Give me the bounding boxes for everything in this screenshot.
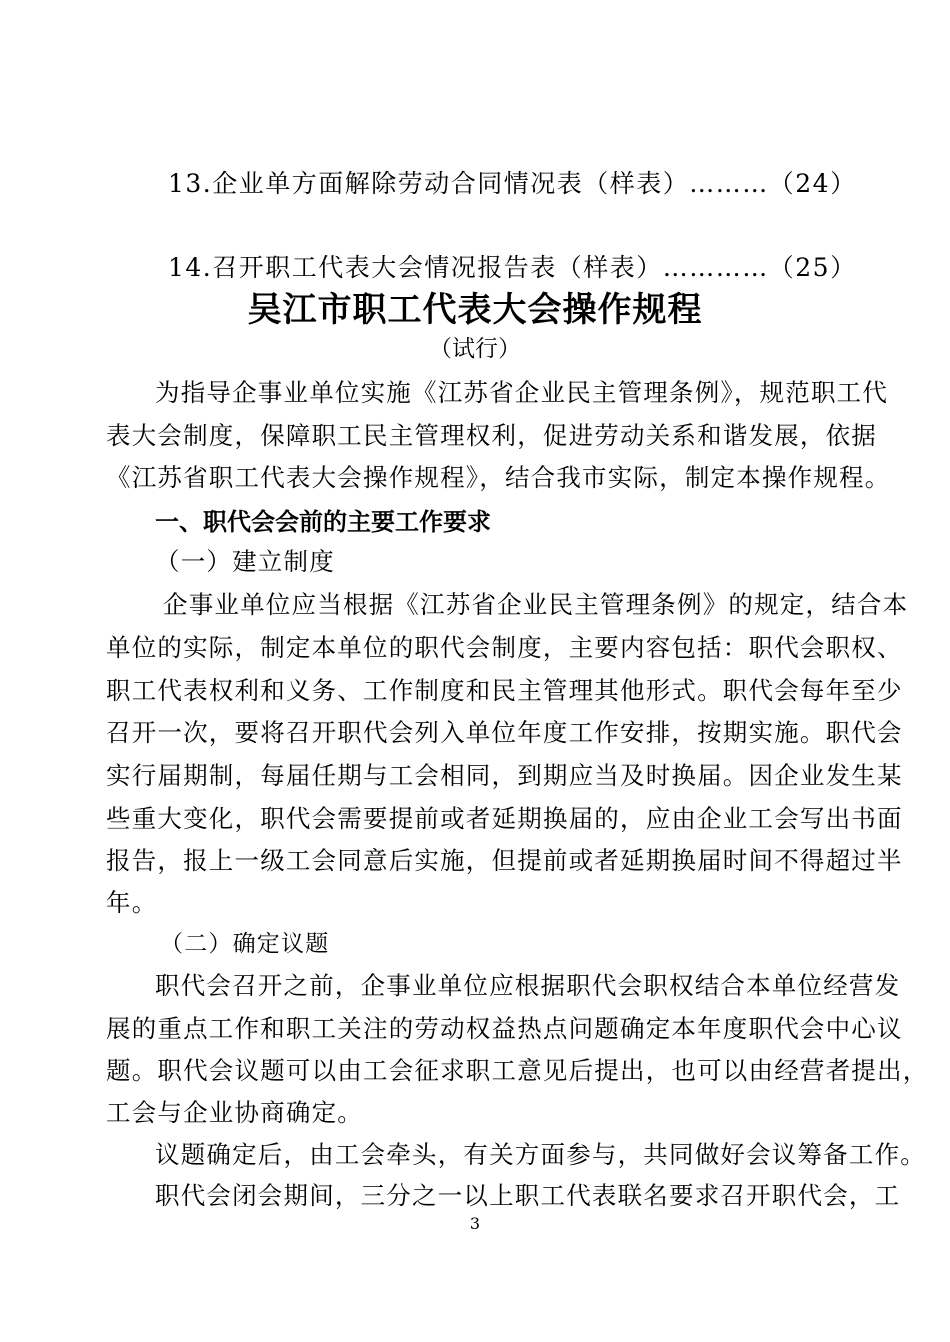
intro-line: 《江苏省职工代表大会操作规程》，结合我市实际，制定本操作规程。 xyxy=(106,463,891,492)
paragraph-line: 些重大变化，职代会需要提前或者延期换届的，应由企业工会写出书面 xyxy=(106,804,903,833)
paragraph-line: 企事业单位应当根据《江苏省企业民主管理条例》的规定，结合本 xyxy=(163,590,909,619)
paragraph-line: 议题确定后，由工会牵头，有关方面参与，共同做好会议筹备工作。 xyxy=(155,1140,926,1169)
paragraph-line: 实行届期制，每届任期与工会相同，到期应当及时换届。因企业发生某 xyxy=(106,761,903,790)
section-heading: 一、职代会会前的主要工作要求 xyxy=(155,508,491,536)
document-title: 吴江市职工代表大会操作规程 xyxy=(247,290,703,330)
paragraph-line: 职工代表权利和义务、工作制度和民主管理其他形式。职代会每年至少 xyxy=(106,676,903,705)
paragraph-line: 职代会闭会期间，三分之一以上职工代表联名要求召开职代会，工 xyxy=(155,1181,901,1210)
subsection-heading: （一）建立制度 xyxy=(155,547,335,576)
paragraph-line: 报告，报上一级工会同意后实施，但提前或者延期换届时间不得超过半 xyxy=(106,846,903,875)
intro-line: 为指导企事业单位实施《江苏省企业民主管理条例》，规范职工代 xyxy=(155,378,889,407)
toc-item-13: 13.企业单方面解除劳动合同情况表（样表）………（24） xyxy=(168,169,857,198)
paragraph-line: 展的重点工作和职工关注的劳动权益热点问题确定本年度职代会中心议 xyxy=(106,1014,903,1043)
paragraph-line: 年。 xyxy=(106,888,158,917)
page-number: 3 xyxy=(469,1214,481,1233)
paragraph-line: 题。职代会议题可以由工会征求职工意见后提出，也可以由经营者提出， xyxy=(106,1056,929,1085)
paragraph-line: 工会与企业协商确定。 xyxy=(106,1098,363,1127)
toc-item-14: 14.召开职工代表大会情况报告表（样表）…………（25） xyxy=(168,253,857,282)
document-subtitle: （试行） xyxy=(429,336,521,362)
paragraph-line: 召开一次，要将召开职代会列入单位年度工作安排，按期实施。职代会 xyxy=(106,718,903,747)
paragraph-line: 职代会召开之前，企事业单位应根据职代会职权结合本单位经营发 xyxy=(155,971,901,1000)
subsection-heading: （二）确定议题 xyxy=(160,931,330,957)
intro-line: 表大会制度，保障职工民主管理权利，促进劳动关系和谐发展，依据 xyxy=(106,421,877,450)
paragraph-line: 单位的实际，制定本单位的职代会制度，主要内容包括：职代会职权、 xyxy=(106,633,903,662)
